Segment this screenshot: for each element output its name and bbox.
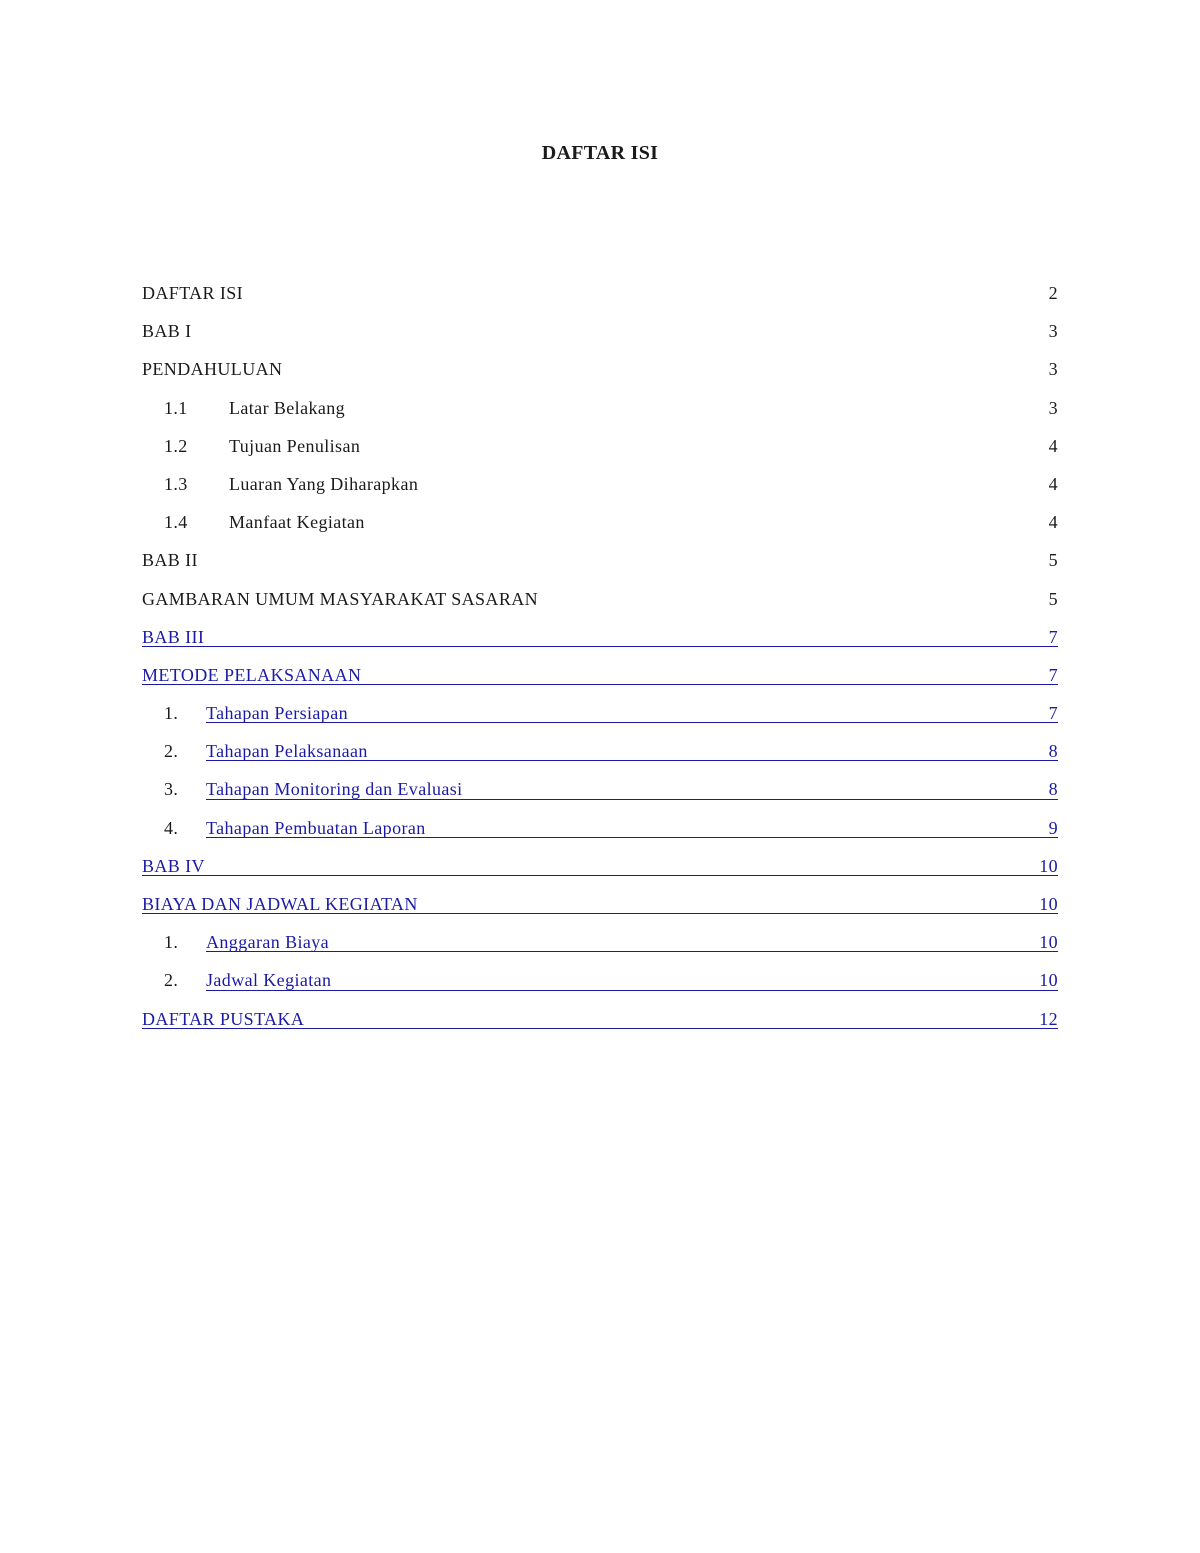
toc-entry-label[interactable]: BIAYA DAN JADWAL KEGIATAN [142,894,418,914]
toc-entry-page-number[interactable]: 9 [1048,817,1058,838]
toc-entry-label[interactable]: DAFTAR PUSTAKA [142,1008,305,1029]
toc-entry-page-number[interactable]: 10 [1039,970,1058,991]
toc-entry-label[interactable]: Jadwal Kegiatan [206,970,332,991]
toc-entry [142,274,1058,312]
toc-entry-link-underline [142,646,1058,647]
toc-entry [142,541,1058,579]
toc-entry-label[interactable]: Tahapan Pelaksanaan [206,741,368,762]
toc-entry [142,427,1058,465]
table-of-contents [142,274,1058,1038]
toc-entry-label: Tujuan Penulisan [229,435,361,456]
toc-entry [142,580,1058,618]
toc-entry-label: DAFTAR ISI [142,283,244,303]
toc-entry-page-number[interactable]: 8 [1048,741,1058,762]
toc-entry[interactable] [142,694,1058,732]
toc-entry-label: BAB I [142,321,192,342]
toc-entry-page-number[interactable]: 7 [1048,664,1058,685]
toc-entry-page-number[interactable]: 10 [1039,855,1058,876]
toc-entry-label: GAMBARAN UMUM MASYARAKAT SASARAN [142,588,539,609]
toc-entry-page-number: 5 [1048,550,1058,571]
toc-entry[interactable] [142,732,1058,770]
toc-entry-link-underline [206,951,1058,952]
toc-entry-label[interactable]: BAB III [142,626,205,647]
toc-entry-label[interactable]: Tahapan Persiapan [206,703,348,724]
toc-entry[interactable] [142,618,1058,656]
toc-entry-page-number: 2 [1048,283,1058,303]
toc-entry-page-number: 4 [1048,435,1058,456]
toc-entry-number: 1. [164,703,179,724]
toc-entry-page-number[interactable]: 10 [1039,894,1058,914]
toc-entry-label[interactable]: Tahapan Monitoring dan Evaluasi [206,779,463,800]
toc-entry-page-number[interactable]: 10 [1039,932,1058,953]
toc-entry [142,389,1058,427]
toc-entry[interactable] [142,656,1058,694]
toc-entry-label: PENDAHULUAN [142,359,283,380]
toc-entry [142,503,1058,541]
toc-entry-page-number[interactable]: 7 [1048,626,1058,647]
toc-entry[interactable] [142,923,1058,961]
toc-entry-page-number[interactable]: 7 [1048,703,1058,724]
page-title: DAFTAR ISI [541,142,659,164]
toc-entry[interactable] [142,1000,1058,1038]
toc-entry-number: 3. [164,779,179,800]
toc-entry-page-number: 3 [1048,359,1058,380]
toc-entry-page-number: 3 [1048,321,1058,342]
toc-entry-page-number[interactable]: 12 [1039,1008,1058,1029]
toc-entry-number: 4. [164,817,179,838]
toc-entry-number: 1.2 [164,435,188,456]
toc-entry-label: Luaran Yang Diharapkan [229,473,419,494]
toc-entry-page-number: 5 [1048,588,1058,609]
toc-entry-label[interactable]: Anggaran Biaya [206,932,330,953]
toc-entry-number: 1. [164,932,179,953]
toc-entry[interactable] [142,770,1058,808]
toc-entry-label[interactable]: Tahapan Pembuatan Laporan [206,817,426,838]
toc-entry-label: Manfaat Kegiatan [229,512,365,533]
toc-entry [142,312,1058,350]
toc-entry-number: 1.4 [164,512,188,533]
toc-entry-label[interactable]: BAB IV [142,855,205,876]
toc-entry[interactable] [142,847,1058,885]
toc-entry-number: 1.1 [164,397,188,418]
toc-entry [142,350,1058,388]
toc-entry-label: BAB II [142,550,198,571]
toc-entry-label: Latar Belakang [229,397,346,418]
toc-entry[interactable] [142,809,1058,847]
toc-entry [142,465,1058,503]
toc-entry[interactable] [142,885,1058,923]
toc-entry-page-number: 4 [1048,512,1058,533]
toc-entry[interactable] [142,961,1058,999]
toc-entry-page-number[interactable]: 8 [1048,779,1058,800]
toc-entry-link-underline [142,875,1058,876]
toc-entry-page-number: 4 [1048,473,1058,494]
toc-entry-number: 2. [164,970,179,991]
toc-entry-link-underline [206,990,1058,991]
toc-entry-page-number: 3 [1048,397,1058,418]
toc-entry-label[interactable]: METODE PELAKSANAAN [142,664,362,685]
toc-entry-number: 1.3 [164,473,188,494]
toc-entry-number: 2. [164,741,179,762]
